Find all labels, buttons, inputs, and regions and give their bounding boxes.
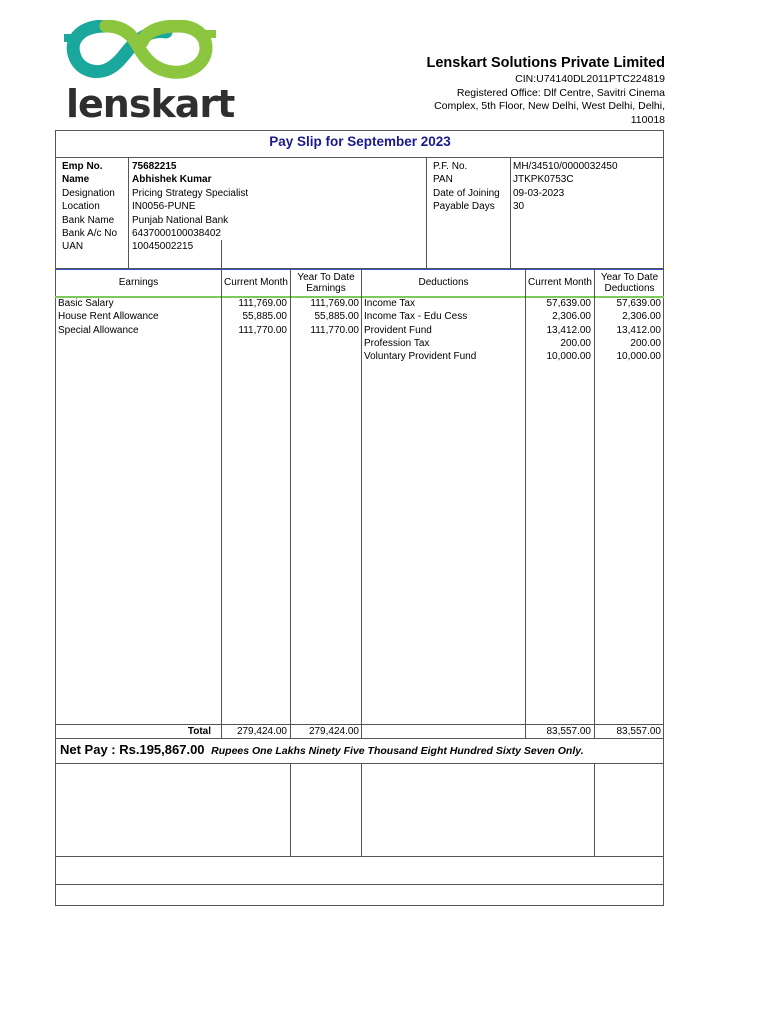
total-label: Total [187,726,211,737]
lenskart-logo [62,20,235,130]
divider [55,884,664,885]
net-pay-amount: Net Pay : Rs.195,867.00 [60,742,205,757]
uan-label: UAN [62,241,84,253]
divider [290,763,291,856]
deduction-ytd: 200.00 [630,337,661,349]
earning-ytd: 111,770.00 [310,324,359,336]
divider [128,157,129,268]
divider [510,157,511,268]
employee-values [132,160,248,254]
payslip-title: Pay Slip for September 2023 [269,134,451,149]
pan-value: JTKPK0753C [513,174,574,186]
deduction-current: 10,000.00 [546,351,591,363]
deduction-name: Income Tax - Edu Cess [364,311,468,323]
payable-days-value: 30 [513,201,525,213]
deduction-ytd: 2,306.00 [622,311,661,323]
net-pay [60,742,584,757]
emp-no-value: 75682215 [132,161,177,172]
employee-labels [62,160,117,254]
company-cin: CIN:U74140DL2011PTC224819 [515,73,665,85]
deductions-header: Deductions [418,277,469,289]
location-label: Location [62,201,100,213]
divider [594,763,595,856]
payable-days-label: Payable Days [433,201,495,213]
earnings-header: Earnings [118,277,159,289]
divider [290,269,291,738]
divider [55,157,664,158]
deduction-current: 200.00 [560,337,591,349]
deduction-ytd: 57,639.00 [616,298,661,309]
designation-value: Pricing Strategy Specialist [132,187,249,199]
employee-values-right [513,160,618,214]
current-month-deductions-header: Current Month [528,277,592,289]
deductions-ytd [595,297,661,363]
deductions-current [526,297,591,363]
deduction-ytd: 13,412.00 [616,324,661,336]
company-address: Registered Office: Dlf Centre, Savitri Cinema Complex, 5th Floor, New Delhi, West Delhi, Delhi, 110018 [434,86,665,126]
bank-name-label: Bank Name [62,214,115,226]
uan-value: 10045002215 [132,241,194,253]
doj-value: 09-03-2023 [513,187,565,199]
divider [221,269,222,738]
deduction-name: Profession Tax [364,337,430,349]
earning-name: Basic Salary [58,298,114,309]
earnings-names [58,297,218,337]
divider [361,763,362,856]
name-value: Abhishek Kumar [132,174,212,186]
deduction-names [364,297,524,363]
designation-label: Designation [62,187,115,199]
total-deductions-current: 83,557.00 [546,726,591,737]
earnings-current [222,297,287,337]
name-label: Name [62,174,90,186]
company-name: Lenskart Solutions Private Limited [426,55,665,71]
earning-ytd: 111,769.00 [310,298,359,309]
pf-no-value: MH/34510/0000032450 [513,161,618,172]
net-pay-words: Rupees One Lakhs Ninety Five Thousand Eight Hundred Sixty Seven Only. [211,745,584,757]
divider [55,763,664,764]
earning-name: House Rent Allowance [58,311,159,323]
location-value: IN0056-PUNE [132,201,196,213]
pf-no-label: P.F. No. [433,161,468,172]
earnings-ytd [291,297,359,337]
divider [361,269,362,738]
divider [55,856,664,857]
deduction-current: 57,639.00 [546,298,591,309]
employee-labels-right [433,160,500,214]
total-earnings-current: 279,424.00 [236,726,287,737]
deduction-name: Voluntary Provident Fund [364,351,477,363]
infinity-glasses-icon [62,20,222,82]
logo-wordmark: lenskart [66,82,235,126]
earning-name: Special Allowance [58,324,139,336]
company-header [415,54,665,127]
total-deductions-ytd: 83,557.00 [616,726,661,737]
earning-current: 111,769.00 [238,298,287,309]
pan-label: PAN [433,174,453,186]
earning-ytd: 55,885.00 [314,311,359,323]
earning-current: 111,770.00 [238,324,287,336]
bank-name-value: Punjab National Bank [132,214,229,226]
bank-account-value: 6437000100038402 [132,228,221,240]
doj-label: Date of Joining [433,187,500,199]
emp-no-label: Emp No. [62,161,103,172]
current-month-header: Current Month [224,277,288,289]
deduction-ytd: 10,000.00 [616,351,661,363]
earning-current: 55,885.00 [242,311,287,323]
deduction-name: Provident Fund [364,324,432,336]
divider [426,157,427,268]
deduction-current: 2,306.00 [552,311,591,323]
deduction-current: 13,412.00 [546,324,591,336]
deduction-name: Income Tax [364,298,415,309]
total-earnings-ytd: 279,424.00 [308,726,359,737]
ytd-earnings-header: Year To Date Earnings [297,271,355,294]
bank-account-label: Bank A/c No [62,228,118,240]
ytd-deductions-header: Year To Date Deductions [600,271,659,294]
